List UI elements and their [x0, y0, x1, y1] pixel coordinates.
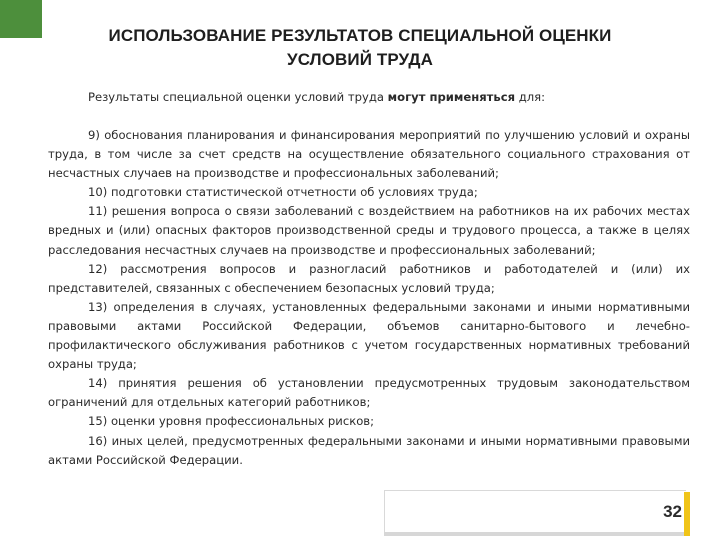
items-list: [48, 126, 690, 470]
list-item: 16) иных целей, предусмотренных федеральными законами и иными нормативными правовыми актами Российской Федерации.: [48, 433, 690, 467]
intro-tail: для:: [515, 90, 546, 104]
intro-bold: могут применяться: [387, 90, 516, 104]
intro-text: [88, 90, 545, 104]
list-item: 9) обоснования планирования и финансирования мероприятий по улучшению условий и охраны труда, в том числе за счет средств на осуществление обязательного социального страхования от несчастных случаев на производстве и профессиональных заболеваний;: [48, 128, 690, 181]
footer-divider: [384, 532, 684, 536]
list-item: 14) принятия решения об установлении предусмотренных трудовым законодательством ограничений для отдельных категорий работников;: [48, 376, 690, 410]
list-item: 15) оценки уровня профессиональных рисков;: [88, 414, 375, 429]
corner-decoration: [0, 0, 42, 38]
list-item: 10) подготовки статистической отчетности об условиях труда;: [88, 185, 478, 200]
list-item: 11) решения вопроса о связи заболеваний с воздействием на работников на их рабочих местах вредных и (или) опасных факторов производственной среды и трудового процесса, а также в целях расследования несчастных случаев на производстве и профессиональных заболеваний;: [48, 204, 690, 257]
title-line-2: УСЛОВИЙ ТРУДА: [287, 50, 433, 69]
intro-lead: Результаты специальной оценки условий труда: [88, 90, 388, 104]
list-item: 13) определения в случаях, установленных федеральными законами и иными нормативными правовыми актами Российской Федерации, объемов санитарно-бытового и лечебно-профилактического обслуживания работников с учетом государственных нормативных требований охраны труда;: [48, 299, 690, 372]
page-number: 32: [663, 502, 682, 521]
slide-title: [40, 24, 680, 72]
title-line-1: ИСПОЛЬЗОВАНИЕ РЕЗУЛЬТАТОВ СПЕЦИАЛЬНОЙ ОЦЕНКИ: [108, 26, 612, 45]
list-item: 12) рассмотрения вопросов и разногласий работников и работодателей и (или) их представителей, связанных с обеспечением безопасных условий труда;: [48, 261, 690, 295]
footer-accent-bar: [684, 492, 690, 536]
footer-frame: [384, 490, 686, 534]
